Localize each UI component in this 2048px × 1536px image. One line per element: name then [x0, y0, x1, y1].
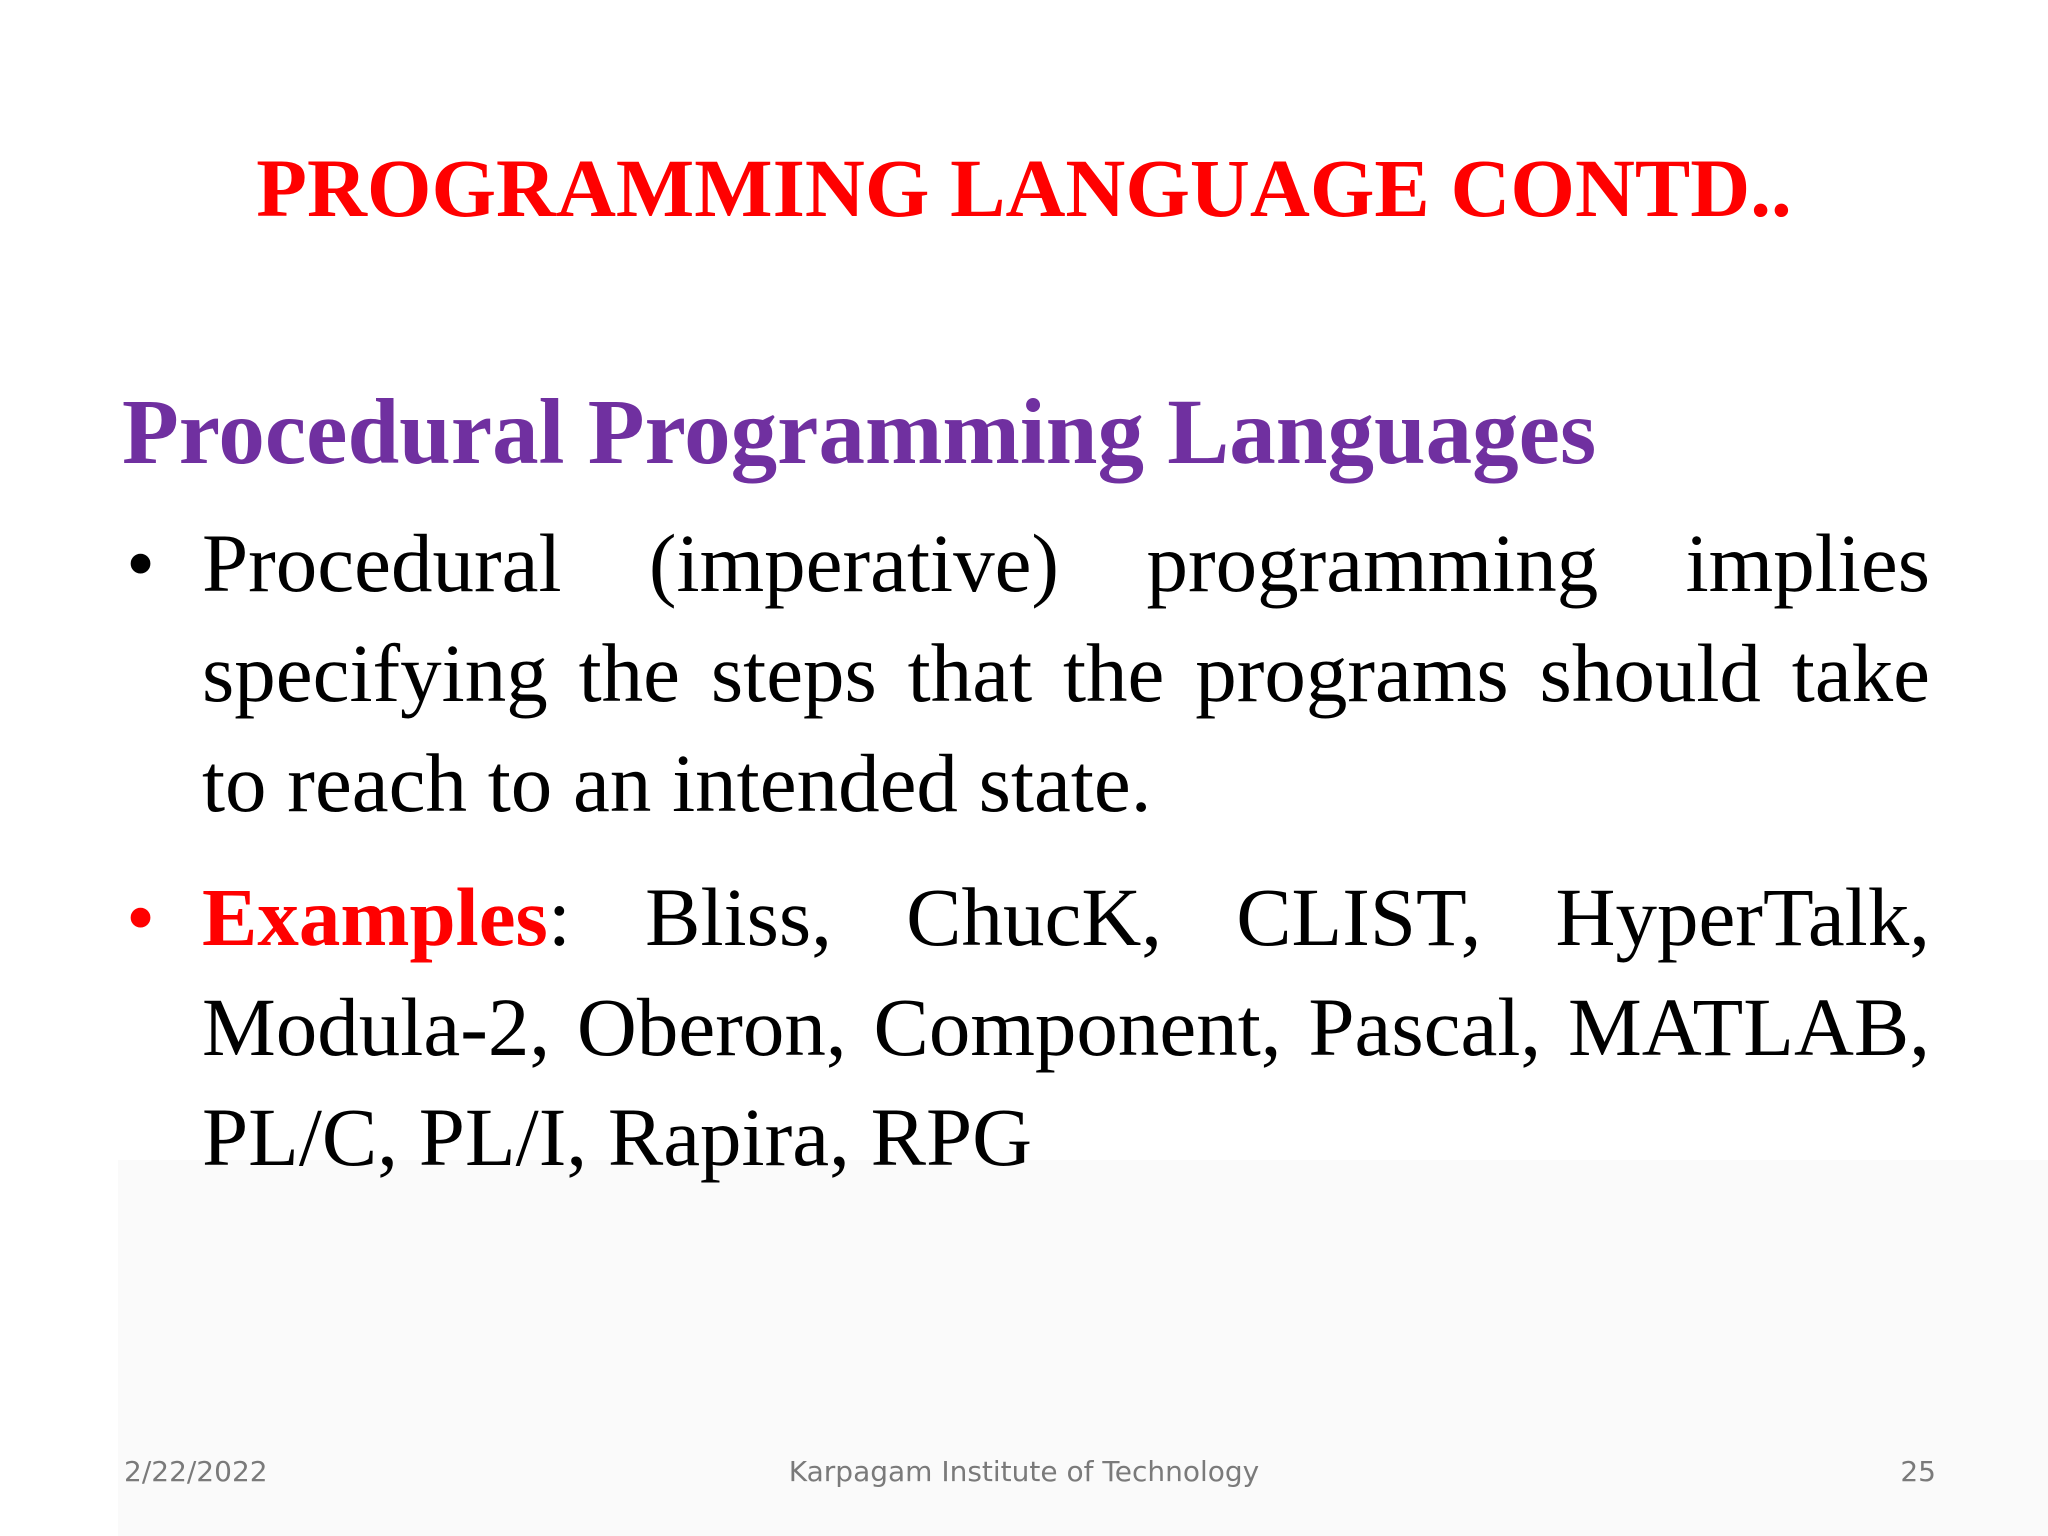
bullet-marker-2: •: [126, 871, 156, 963]
footer-date: 2/22/2022: [124, 1455, 268, 1488]
examples-label: Examples: [202, 871, 548, 963]
slide-title: PROGRAMMING LANGUAGE CONTD..: [256, 142, 1792, 234]
bullet-text-1: Procedural (imperative) programming implies specifying the steps that the programs should take to reach to an intended state.: [202, 517, 1930, 829]
section-heading: Procedural Programming Languages: [122, 381, 1597, 484]
bullet-text-2: [202, 862, 1930, 1192]
bullet-marker-1: •: [126, 517, 156, 609]
examples-list: : Bliss, ChucK, CLIST, HyperTalk, Modula-2, Oberon, Component, Pascal, MATLAB, PL/C, PL/I, Rapira, RPG: [202, 871, 1930, 1183]
footer-page-number: 25: [1900, 1455, 1936, 1488]
footer-institution: Karpagam Institute of Technology: [788, 1455, 1260, 1488]
